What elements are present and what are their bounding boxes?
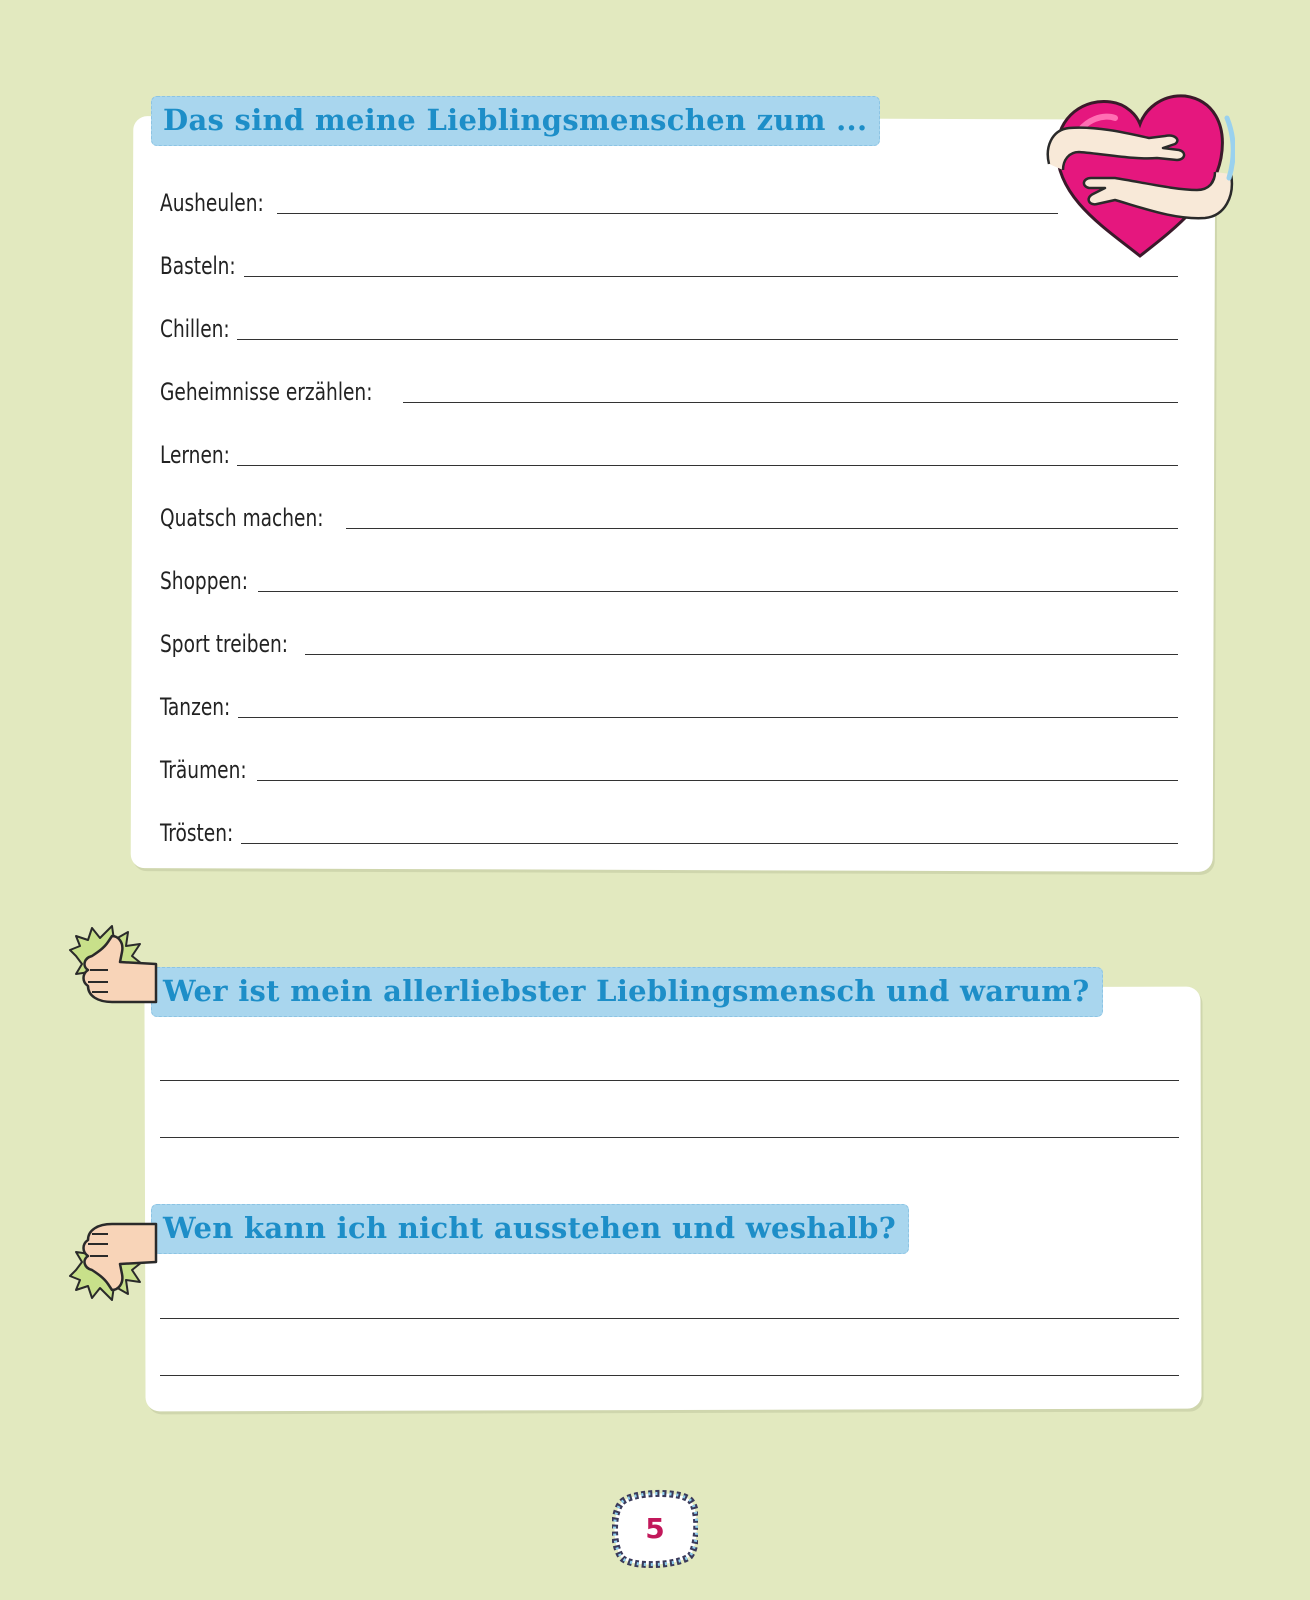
- answer-row-troesten[interactable]: [160, 814, 1178, 848]
- answer-row-quatsch[interactable]: [160, 499, 1178, 533]
- questions-card: [144, 987, 1201, 1412]
- answer-line[interactable]: [277, 212, 1058, 214]
- answer-row-tanzen[interactable]: [160, 688, 1178, 722]
- page-number: 5: [645, 1511, 665, 1545]
- section-title-disliked-person: Wen kann ich nicht ausstehen und weshalb?: [151, 1204, 909, 1254]
- answer-line[interactable]: [237, 338, 1178, 340]
- answer-line[interactable]: [244, 275, 1178, 277]
- answer-row-geheimnisse[interactable]: [160, 373, 1178, 407]
- answer-line-dislike-2[interactable]: [160, 1375, 1179, 1376]
- answer-row-shoppen[interactable]: [160, 562, 1178, 596]
- row-label: Chillen:: [160, 315, 230, 343]
- answer-line[interactable]: [258, 590, 1178, 592]
- row-label: Träumen:: [160, 756, 247, 784]
- answer-row-sport[interactable]: [160, 625, 1178, 659]
- section-title-favorites: Das sind meine Lieblingsmenschen zum ...: [151, 96, 880, 146]
- row-label: Ausheulen:: [160, 189, 264, 217]
- answer-line[interactable]: [238, 716, 1178, 718]
- heart-hug-icon: [1045, 78, 1235, 268]
- answer-line[interactable]: [257, 779, 1178, 781]
- row-label: Sport treiben:: [160, 630, 289, 658]
- answer-row-ausheulen[interactable]: [160, 184, 1178, 218]
- row-label: Quatsch machen:: [160, 504, 324, 532]
- row-label: Geheimnisse erzählen:: [160, 378, 373, 406]
- section-title-best-person: Wer ist mein allerliebster Lieblingsmensch und warum?: [151, 967, 1103, 1017]
- row-label: Basteln:: [160, 252, 236, 280]
- answer-line[interactable]: [241, 842, 1178, 844]
- row-label: Shoppen:: [160, 567, 248, 595]
- answer-line-best-1[interactable]: [160, 1080, 1179, 1081]
- answer-row-lernen[interactable]: [160, 436, 1178, 470]
- answer-line[interactable]: [346, 527, 1178, 529]
- row-label: Tanzen:: [160, 693, 231, 721]
- answer-row-chillen[interactable]: [160, 310, 1178, 344]
- answer-line-best-2[interactable]: [160, 1137, 1179, 1138]
- answer-row-basteln[interactable]: [160, 247, 1178, 281]
- row-label: Lernen:: [160, 441, 230, 469]
- answer-row-traeumen[interactable]: [160, 751, 1178, 785]
- answer-line[interactable]: [403, 401, 1178, 403]
- answer-line-dislike-1[interactable]: [160, 1318, 1179, 1319]
- row-label: Trösten:: [160, 819, 234, 847]
- answer-line[interactable]: [237, 464, 1178, 466]
- thumbs-up-icon: [68, 916, 158, 1016]
- answer-line[interactable]: [305, 653, 1178, 655]
- thumbs-down-icon: [68, 1210, 158, 1310]
